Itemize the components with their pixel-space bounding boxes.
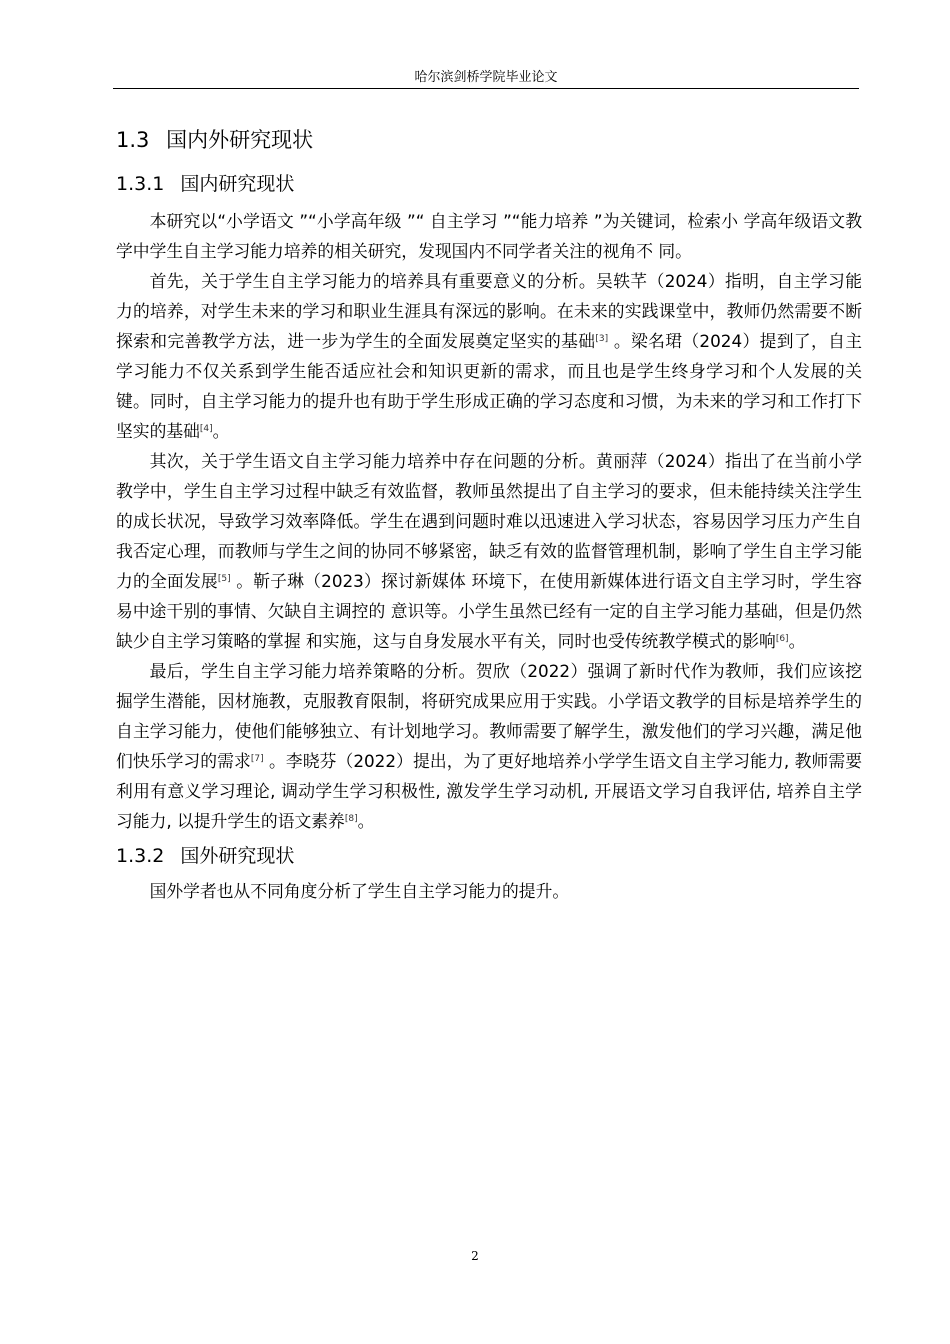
paragraph-problems: [116, 446, 862, 656]
running-header: 哈尔滨剑桥学院毕业论文: [414, 70, 558, 85]
section-number: 1.3: [116, 128, 150, 152]
paragraph-text: 。梁名珺（2024）提到了，自主学习能力不仅关系到学生能否适应社会和知识更新的需求，而且也是学生终身学习和个人发展的关键。同时，自主学习能力的提升也有助于学生形成正确的学习态度和习惯，为未来的学习和工作打下坚实的基础: [116, 331, 862, 441]
subsection-heading-domestic: [116, 164, 862, 204]
paragraph-text: 。李晓芬（2022）提出，为了更好地培养小学学生语文自主学习能力, 教师需要利用有意义学习理论, 调动学生学习积极性, 激发学生学习动机, 开展语文学习自我评估, 培养自主学习能力, 以提升学生的语文素养: [116, 751, 862, 831]
subsection-number: 1.3.2: [116, 845, 165, 867]
page-number: 2: [471, 1249, 479, 1263]
citation-6: [6]: [775, 634, 789, 644]
citation-5: [5]: [217, 574, 231, 584]
subsection-title: 国外研究现状: [180, 845, 295, 867]
paragraph-foreign: 国外学者也从不同角度分析了学生自主学习能力的提升。: [149, 881, 570, 901]
page-body: [116, 120, 862, 906]
paragraph-importance: [116, 266, 862, 446]
section-title: 国内外研究现状: [166, 128, 314, 152]
paragraph-keywords: 本研究以“小学语文 ”“小学高年级 ”“ 自主学习 ”“能力培养 ”为关键词，检索小 学高年级语文教学中学生自主学习能力培养的相关研究，发现国内不同学者关注的视角不 同。: [116, 211, 862, 261]
paragraph-text: 。: [788, 631, 806, 651]
section-heading: [116, 120, 862, 160]
subsection-number: 1.3.1: [116, 173, 165, 195]
citation-3: [3]: [595, 334, 609, 344]
citation-4: [4]: [199, 424, 213, 434]
subsection-heading-foreign: [116, 836, 862, 876]
citation-8: [8]: [344, 814, 358, 824]
paragraph-text: 首先，关于学生自主学习能力的培养具有重要意义的分析。吴轶芊（2024）指明，自主学习能力的培养，对学生未来的学习和职业生涯具有深远的影响。在未来的实践课堂中，教师仍然需要不断探索和完善教学方法，进一步为学生的全面发展奠定坚实的基础: [116, 271, 862, 351]
paragraph-text: 最后，学生自主学习能力培养策略的分析。贺欣（2022）强调了新时代作为教师，我们应该挖掘学生潜能，因材施教，克服教育限制，将研究成果应用于实践。小学语文教学的目标是培养学生的自主学习能力，使他们能够独立、有计划地学习。教师需要了解学生，激发他们的学习兴趣，满足他们快乐学习的需求: [116, 661, 862, 771]
citation-7: [7]: [250, 754, 264, 764]
paragraph-text: 。: [212, 421, 230, 441]
subsection-title: 国内研究现状: [180, 173, 295, 195]
header-rule: [113, 88, 859, 89]
paragraph-text: 其次，关于学生语文自主学习能力培养中存在问题的分析。黄丽萍（2024）指出了在当前小学教学中，学生自主学习过程中缺乏有效监督，教师虽然提出了自主学习的要求，但未能持续关注学生的成长状况，导致学习效率降低。学生在遇到问题时难以迅速进入学习状态，容易因学习压力产生自我否定心理，而教师与学生之间的协同不够紧密，缺乏有效的监督管理机制，影响了学生自主学习能力的全面发展: [116, 451, 862, 591]
paragraph-text: 。靳子琳（2023）探讨新媒体 环境下，在使用新媒体进行语文自主学习时，学生容易中途干别的事情、欠缺自主调控的 意识等。小学生虽然已经有一定的自主学习能力基础，但是仍然缺少自主学习策略的掌握 和实施，这与自身发展水平有关，同时也受传统教学模式的影响: [116, 571, 862, 651]
paragraph-text: 。: [357, 811, 375, 831]
paragraph-strategies: [116, 656, 862, 836]
